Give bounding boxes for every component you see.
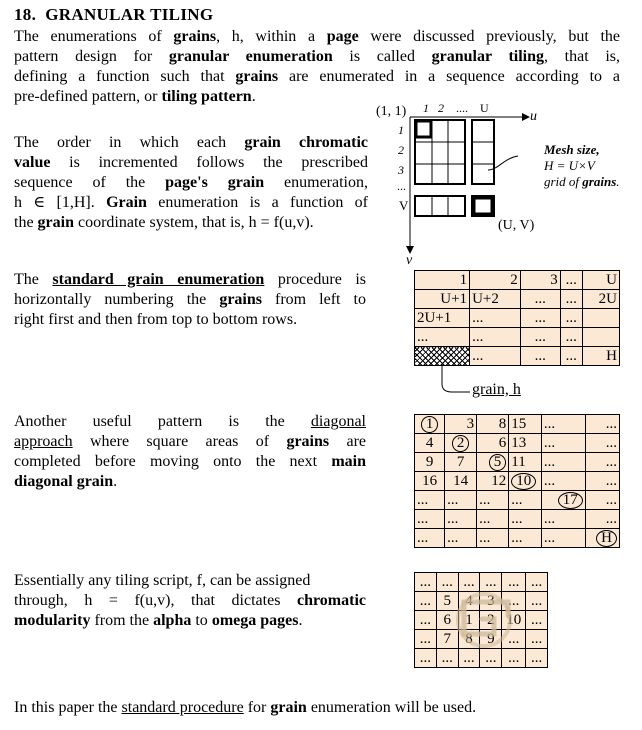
mesh-note-1: Mesh size, (544, 142, 600, 157)
corner-label: (U, V) (498, 218, 535, 233)
spiral-enumeration-table: ... ... ... ... ... ... ... 5 4 3 ... ... ... 6 1 2 10 ... ... 7 8 9 ... ... ... ... ... ... ... ... (414, 572, 548, 668)
mesh-note-3: grid of grains. (544, 174, 620, 189)
section-title: GRANULAR TILING (45, 5, 214, 24)
row-label-dots: ... (397, 179, 406, 193)
intro-line-3: defining a function such that grains are enumerated in a sequence according to a (14, 68, 621, 85)
col-label-u: U (480, 101, 489, 115)
row-label-1: 1 (398, 123, 404, 137)
intro-line-4: pre-defined pattern, or tiling pattern. (14, 88, 256, 105)
spiral-figure (414, 572, 548, 668)
col-label-2: 2 (438, 101, 444, 115)
standard-paragraph: The standard grain enumeration procedure is horizontally numbering the grains from left to right first and then from top to bottom rows. (14, 271, 366, 328)
intro-line-2: pattern design for granular enumeration is called granular tiling, that is, (14, 48, 621, 65)
closing-sentence: In this paper the standard procedure for grain enumeration will be used. (14, 699, 477, 716)
origin-label: (1, 1) (376, 104, 407, 119)
mesh-note-2: H = U×V (544, 158, 595, 173)
diagonal-enumeration-table: 1 3 8 15 ... ... 4 2 6 13 ... ... 9 7 5 11 ... ... 16 14 12 10 ... ... ... ... ... ... 17 ... ... ... ... ... ... ... ... ... ... ... ... H (414, 414, 620, 548)
axis-u-label: u (530, 109, 537, 124)
standard-enumeration-table: 1 2 3 ... U U+1 U+2 ... ... 2U 2U+1 ... ... ... ... ... ... ... ... ... ... H (414, 270, 620, 366)
row-label-v: V (399, 198, 409, 213)
diagonal-paragraph: Another useful pattern is the diagonal approach where square areas of grains are completed before moving onto the next main diagonal grain. (14, 413, 367, 490)
script-paragraph: Essentially any tiling script, f, can be assigned through, h = f(u,v), that dictates chromatic modularity from the alpha to omega pages. (14, 572, 366, 629)
spiral-arrow-icon (414, 572, 548, 668)
intro-paragraph (14, 27, 620, 107)
row-label-3: 3 (398, 163, 404, 177)
section-number: 18. (14, 5, 37, 24)
grain-callout-label: grain, h (472, 381, 521, 398)
coordinate-diagram (370, 98, 640, 268)
axis-v-label: v (406, 253, 413, 268)
intro-line-1: The enumerations of grains, h, within a page were discussed previously, but the (14, 28, 620, 45)
col-label-1: 1 (423, 101, 429, 115)
order-paragraph: The order in which each grain chromatic value is incremented follows the prescribed sequence of the page's grain enumeration, h ∈ [1,H]. Grain enumeration is a function of the grain coordinate system, that is, h = f(u,v). (14, 134, 369, 231)
row-label-2: 2 (398, 143, 404, 157)
section-heading (14, 5, 213, 25)
col-label-dots: .... (456, 101, 468, 115)
